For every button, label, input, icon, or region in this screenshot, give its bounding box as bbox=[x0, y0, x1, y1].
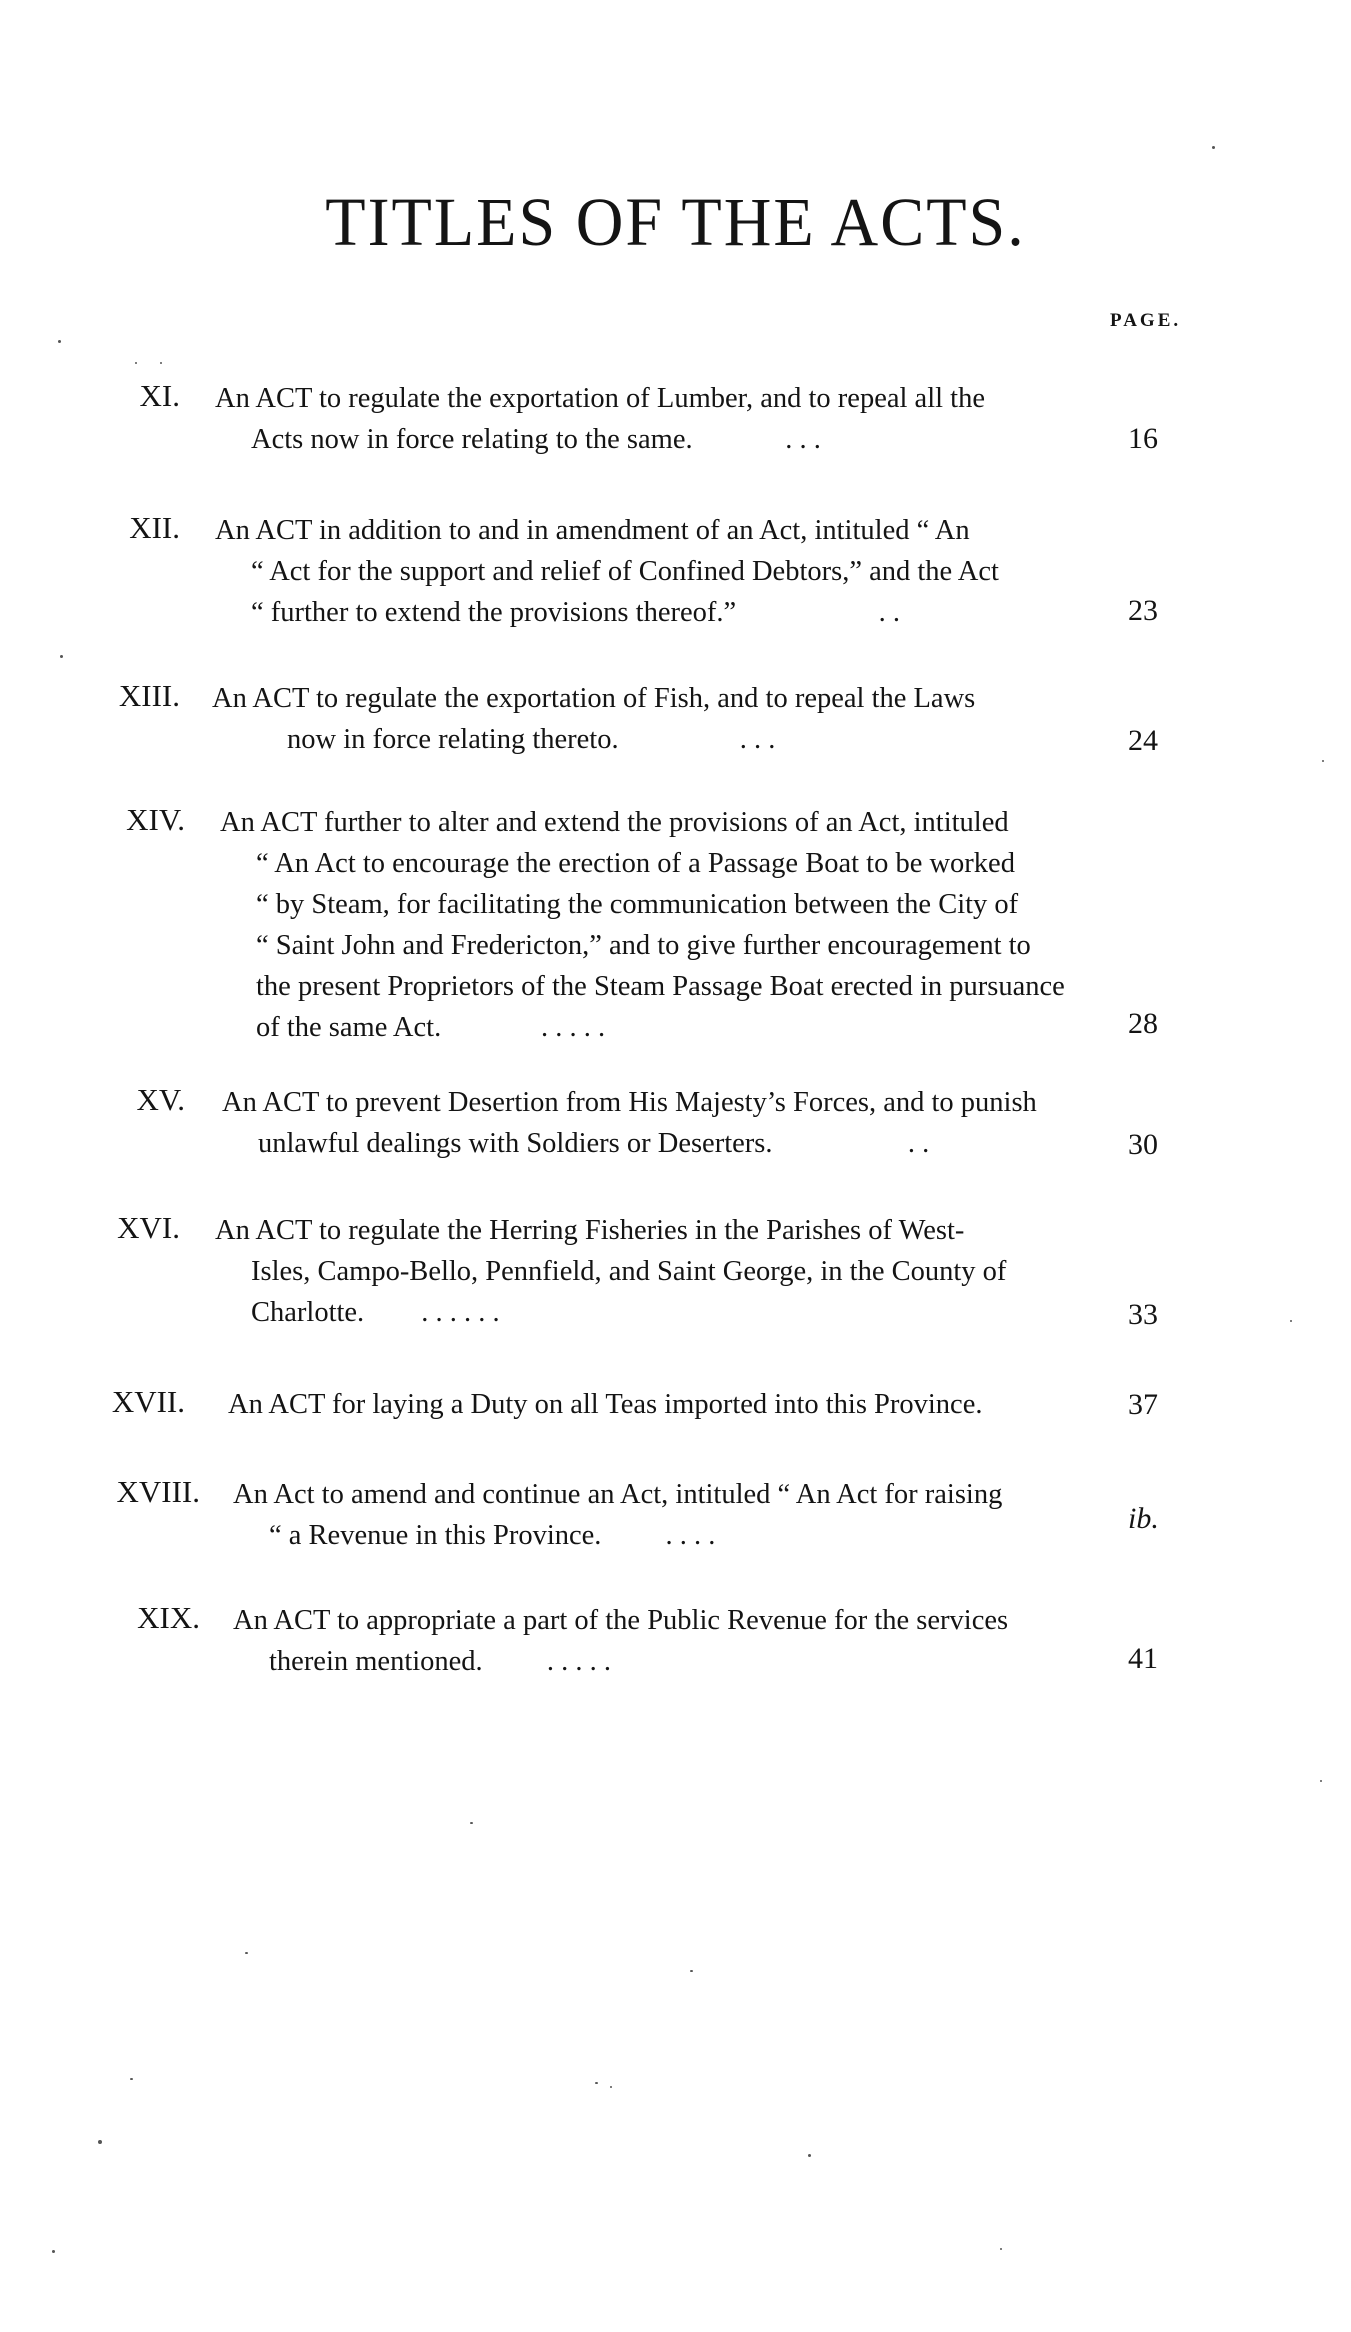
scan-speck bbox=[52, 2250, 55, 2253]
act-numeral: XVI. bbox=[117, 1210, 180, 1245]
act-title-line: “ An Act to encourage the erection of a Passage Boat to be worked bbox=[256, 848, 1015, 879]
act-title-line: An ACT in addition to and in amendment of an Act, intituled “ An bbox=[215, 515, 970, 546]
page-number: 37 bbox=[1128, 1388, 1158, 1421]
act-title-line: “ Saint John and Fredericton,” and to give further encouragement to bbox=[256, 930, 1031, 961]
act-title-line: the present Proprietors of the Steam Passage Boat erected in pursuance bbox=[256, 971, 1065, 1002]
act-title-line: An ACT to regulate the exportation of Fish, and to repeal the Laws bbox=[212, 683, 976, 714]
act-title-line: An ACT to prevent Desertion from His Majesty’s Forces, and to punish bbox=[222, 1087, 1037, 1118]
page-number: 30 bbox=[1128, 1128, 1158, 1161]
act-title-line: of the same Act. . . . . . bbox=[256, 1012, 606, 1043]
scan-speck bbox=[58, 340, 61, 343]
act-title bbox=[215, 1210, 1117, 1333]
dot-leaders: . . . . . . bbox=[421, 1297, 500, 1328]
dot-leaders: . . bbox=[878, 597, 901, 628]
act-title bbox=[215, 510, 1117, 633]
act-title-line: “ a Revenue in this Province. . . . . bbox=[269, 1520, 716, 1551]
act-title bbox=[233, 1474, 1135, 1556]
scan-speck bbox=[1290, 1320, 1292, 1322]
page-number: 41 bbox=[1128, 1642, 1158, 1675]
scan-speck bbox=[160, 362, 162, 364]
act-numeral: XIII. bbox=[118, 678, 180, 713]
page-column-heading: PAGE. bbox=[1110, 310, 1182, 331]
act-title-line: “ Act for the support and relief of Confined Debtors,” and the Act bbox=[251, 556, 999, 587]
act-title-line: “ by Steam, for facilitating the communication between the City of bbox=[256, 889, 1019, 920]
act-title-line: Charlotte. . . . . . . bbox=[251, 1297, 500, 1328]
act-title bbox=[212, 678, 1114, 760]
scan-speck bbox=[130, 2078, 133, 2080]
scan-speck bbox=[808, 2154, 811, 2157]
page-number: ib. bbox=[1128, 1502, 1159, 1535]
scan-speck bbox=[245, 1952, 248, 1954]
page-number: 16 bbox=[1128, 422, 1158, 455]
act-numeral: XIX. bbox=[137, 1600, 200, 1635]
act-title bbox=[220, 802, 1122, 1048]
act-numeral: XVIII. bbox=[116, 1474, 200, 1509]
scan-speck bbox=[1212, 146, 1215, 149]
act-title bbox=[215, 378, 1117, 460]
act-title-line: An ACT further to alter and extend the provisions of an Act, intituled bbox=[220, 807, 1009, 838]
act-title-line: Isles, Campo-Bello, Pennfield, and Saint George, in the County of bbox=[251, 1256, 1007, 1287]
scan-speck bbox=[610, 2086, 612, 2088]
act-numeral: XV. bbox=[136, 1082, 185, 1117]
act-title bbox=[233, 1600, 1135, 1682]
page-number: 28 bbox=[1128, 1007, 1158, 1040]
dot-leaders: . . . bbox=[785, 424, 821, 455]
scan-speck bbox=[690, 1970, 693, 1972]
scan-speck bbox=[60, 655, 63, 658]
act-numeral: XIV. bbox=[126, 802, 185, 837]
dot-leaders: . . . . . bbox=[540, 1012, 606, 1043]
page-title: TITLES OF THE ACTS. bbox=[325, 184, 1026, 261]
scan-speck bbox=[135, 362, 137, 364]
act-title-line: An ACT to regulate the exportation of Lumber, and to repeal all the bbox=[215, 383, 985, 414]
act-title-line: An ACT to regulate the Herring Fisheries in the Parishes of West- bbox=[215, 1215, 965, 1246]
scan-speck bbox=[1320, 1780, 1322, 1782]
scan-speck bbox=[595, 2082, 598, 2084]
act-title-line: An ACT to appropriate a part of the Public Revenue for the services bbox=[233, 1605, 1009, 1636]
dot-leaders: . . . bbox=[739, 724, 776, 755]
act-numeral: XI. bbox=[139, 378, 180, 413]
act-title bbox=[222, 1082, 1124, 1164]
act-title-line: now in force relating thereto. . . . bbox=[287, 724, 776, 755]
page-number: 33 bbox=[1128, 1298, 1158, 1331]
dot-leaders: . . bbox=[907, 1128, 930, 1159]
act-title-line: unlawful dealings with Soldiers or Deserters. . . bbox=[258, 1128, 930, 1159]
act-title-line: therein mentioned. . . . . . bbox=[269, 1646, 611, 1677]
act-title-line: “ further to extend the provisions thereof.” . . bbox=[251, 597, 901, 628]
page-number: 24 bbox=[1128, 724, 1158, 757]
dot-leaders: . . . . . bbox=[546, 1646, 611, 1677]
act-title-line: An ACT for laying a Duty on all Teas imported into this Province. bbox=[228, 1389, 983, 1420]
scan-speck bbox=[1322, 760, 1324, 762]
act-title-line: Acts now in force relating to the same. . . . bbox=[251, 424, 821, 455]
act-title-line: An Act to amend and continue an Act, intituled “ An Act for raising bbox=[233, 1479, 1003, 1510]
scan-speck bbox=[1000, 2248, 1002, 2250]
page-number: 23 bbox=[1128, 594, 1158, 627]
act-numeral: XVII. bbox=[111, 1384, 185, 1419]
scan-speck bbox=[98, 2140, 102, 2144]
dot-leaders: . . . . bbox=[665, 1520, 716, 1551]
scan-speck bbox=[470, 1822, 473, 1824]
act-numeral: XII. bbox=[129, 510, 180, 545]
act-title bbox=[228, 1384, 1130, 1425]
